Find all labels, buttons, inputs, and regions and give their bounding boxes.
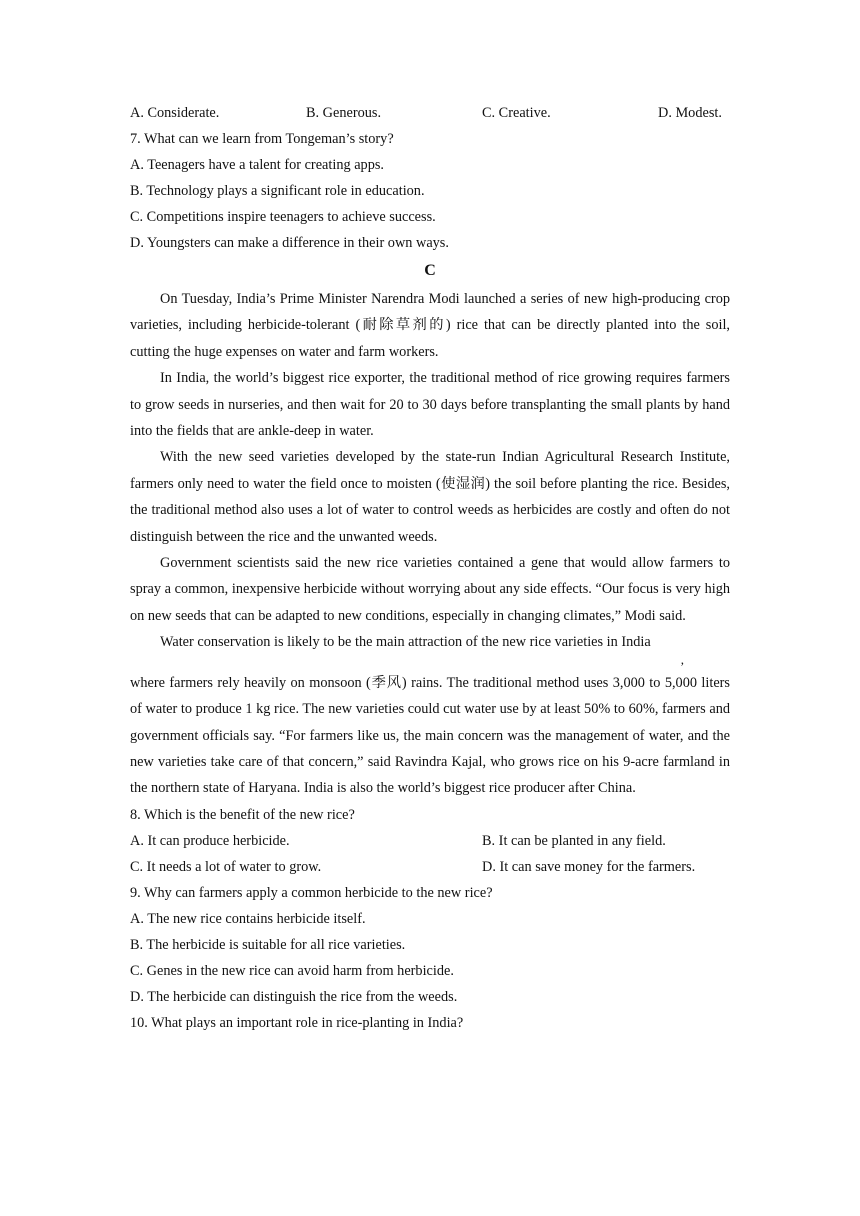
q6-option-d: D. Modest. [658, 105, 722, 121]
q6-option-b: B. Generous. [306, 105, 382, 121]
q8-option-d: D. It can save money for the farmers. [482, 858, 696, 875]
q9-option-c: C. Genes in the new rice can avoid harm from herbicide. [130, 962, 454, 979]
passage-paragraph-2: In India, the world’s biggest rice exporter, the traditional method of rice growing requires farmers to grow seeds in nurseries, and then wait for 20 to 30 days before transplanting the small plants by hand into the fields that are ankle-deep in water. [130, 370, 730, 440]
q7-stem: 7. What can we learn from Tongeman’s story? [130, 131, 394, 147]
q6-options-row [130, 100, 730, 126]
q9-option-a: A. The new rice contains herbicide itself. [130, 910, 366, 927]
q8-option-a: A. It can produce herbicide. [130, 832, 290, 849]
q7-option-c: C. Competitions inspire teenagers to achieve success. [130, 209, 436, 225]
passage-paragraph-3: With the new seed varieties developed by the state-run Indian Agricultural Research Institute, farmers only need to water the field once to moisten (使湿润) the soil before planting the rice. Besides, the traditional method also uses a lot of water to control weeds as herbicides are costly and often do not distinguish between the rice and the unwanted weeds. [130, 449, 730, 545]
q9-stem: 9. Why can farmers apply a common herbicide to the new rice? [130, 884, 493, 901]
q10-stem: 10. What plays an important role in rice-planting in India? [130, 1014, 464, 1031]
passage-paragraph-4: Government scientists said the new rice varieties contained a gene that would allow farmers to spray a common, inexpensive herbicide without worrying about any side effects. “Our focus is very high on new seeds that can be adapted to new conditions, especially in changing climates,” Modi said. [130, 555, 730, 624]
passage-paragraph-5-first-line: Water conservation is likely to be the main attraction of the new rice varieties in India [160, 634, 651, 651]
q8-option-c: C. It needs a lot of water to grow. [130, 858, 322, 875]
section-title: C [424, 262, 436, 279]
q8-options-row-1 [130, 828, 730, 854]
stray-comma: , [680, 651, 684, 667]
q7-option-d: D. Youngsters can make a difference in their own ways. [130, 235, 449, 251]
q8-options-row-2 [130, 854, 730, 880]
document-page [130, 100, 730, 1036]
q9-option-d: D. The herbicide can distinguish the rice from the weeds. [130, 988, 458, 1005]
q7-option-a: A. Teenagers have a talent for creating apps. [130, 157, 384, 173]
passage-paragraph-5-rest: where farmers rely heavily on monsoon (季风) rains. The traditional method uses 3,000 to 5,000 liters of water to produce 1 kg rice. The new varieties could cut water use by at least 50% to 60%, farmers and government officials say. “For farmers like us, the main concern was the management of water, and the new varieties take care of that concern,” said Ravindra Kajal, who grows rice on his 9-acre farmland in the northern state of Haryana. India is also the world’s biggest rice producer after China. [130, 674, 730, 797]
q8-option-b: B. It can be planted in any field. [482, 832, 666, 849]
q6-option-a: A. Considerate. [130, 105, 220, 121]
q8-stem: 8. Which is the benefit of the new rice? [130, 806, 355, 823]
q7-option-b: B. Technology plays a significant role in education. [130, 183, 425, 199]
q9-option-b: B. The herbicide is suitable for all rice varieties. [130, 936, 406, 953]
q6-option-c: C. Creative. [482, 105, 551, 121]
passage-paragraph-1: On Tuesday, India’s Prime Minister Narendra Modi launched a series of new high-producing crop varieties, including herbicide-tolerant (耐除草剂的) rice that can be directly planted into the soil, cutting the huge expenses on water and farm workers. [130, 291, 730, 360]
